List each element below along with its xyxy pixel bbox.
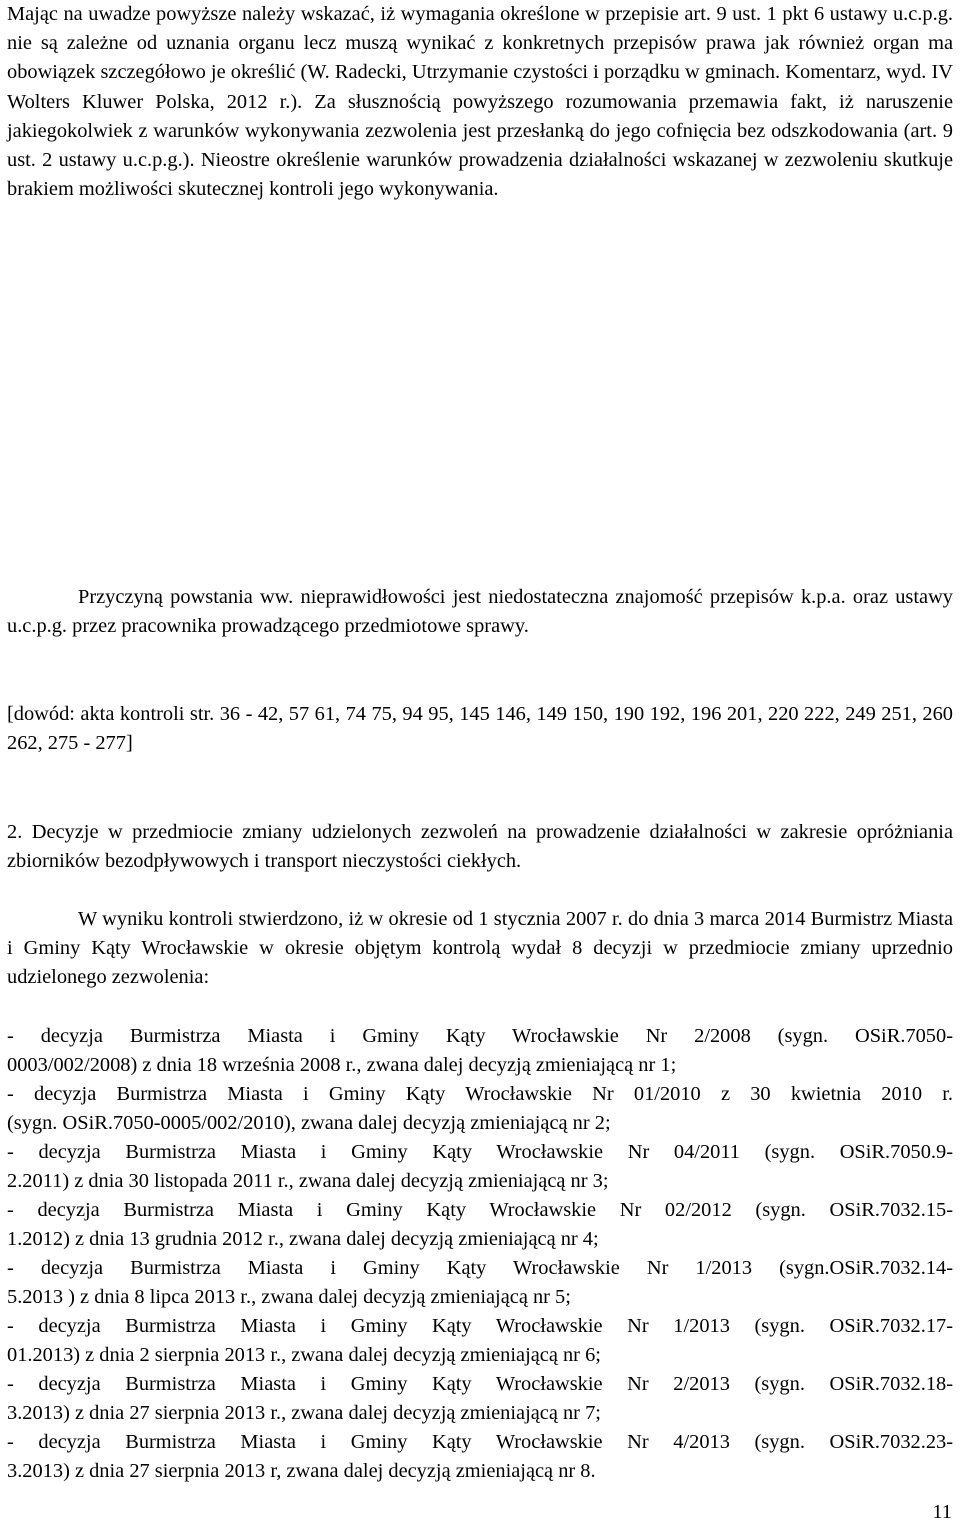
decision-line: - decyzja Burmistrza Miasta i Gminy Kąty Wrocławskie Nr 01/2010 z 30 kwietnia 2010 r. (7, 1083, 953, 1105)
decision-line: 01.2013) z dnia 2 sierpnia 2013 r., zwana dalej decyzją zmieniającą nr 6; (7, 1344, 601, 1366)
decision-line: - decyzja Burmistrza Miasta i Gminy Kąty Wrocławskie Nr 4/2013 (sygn. OSiR.7032.23- (7, 1431, 953, 1453)
decision-line: 1.2012) z dnia 13 grudnia 2012 r., zwana dalej decyzją zmieniającą nr 4; (7, 1228, 599, 1250)
decision-line: - decyzja Burmistrza Miasta i Gminy Kąty Wrocławskie Nr 1/2013 (sygn.OSiR.7032.14- (7, 1257, 953, 1279)
page-number: 11 (932, 1501, 952, 1523)
decision-line: - decyzja Burmistrza Miasta i Gminy Kąty Wrocławskie Nr 1/2013 (sygn. OSiR.7032.17- (7, 1315, 953, 1337)
section-heading-2: 2. Decyzje w przedmiocie zmiany udzielonych zezwoleń na prowadzenie działalności w zakresie opróżniania zbiorników bezodpływowych i transport nieczystości ciekłych. (7, 821, 953, 873)
paragraph-legal-analysis: Mając na uwadze powyższe należy wskazać, iż wymagania określone w przepisie art. 9 ust. 1 pkt 6 ustawy u.c.p.g. nie są zależne od uznania organu lecz muszą wynikać z konkretnych przepisów prawa jak również organ ma obowiązek szczegółowo je określić (W. Radecki, Utrzymanie czystości i porządku w gminach. Komentarz, wyd. IV Wolters Kluwer Polska, 2012 r.). Za słusznością powyższego rozumowania przemawia fakt, iż naruszenie jakiegokolwiek z warunków wykonywania zezwolenia jest przesłanką do jego cofnięcia bez odszkodowania (art. 9 ust. 2 ustawy u.c.p.g.). Nieostre określenie warunków prowadzenia działalności wskazanej w zezwoleniu skutkuje brakiem możliwości skutecznej kontroli jego wykonywania. (7, 3, 953, 201)
decision-line: - decyzja Burmistrza Miasta i Gminy Kąty Wrocławskie Nr 2/2013 (sygn. OSiR.7032.18- (7, 1373, 953, 1395)
decision-line: 2.2011) z dnia 30 listopada 2011 r., zwana dalej decyzją zmieniającą nr 3; (7, 1170, 609, 1192)
decision-line: - decyzja Burmistrza Miasta i Gminy Kąty Wrocławskie Nr 2/2008 (sygn. OSiR.7050- (7, 1025, 953, 1047)
decision-line: 0003/002/2008) z dnia 18 września 2008 r., zwana dalej decyzją zmieniającą nr 1; (7, 1054, 677, 1076)
paragraph-evidence: [dowód: akta kontroli str. 36 - 42, 57 61, 74 75, 94 95, 145 146, 149 150, 190 192, 196 201, 220 222, 249 251, 260 262, 275 - 277] (7, 703, 953, 755)
decision-line: - decyzja Burmistrza Miasta i Gminy Kąty Wrocławskie Nr 04/2011 (sygn. OSiR.7050.9- (7, 1141, 953, 1163)
decision-line: (sygn. OSiR.7050-0005/002/2010), zwana dalej decyzją zmieniającą nr 2; (7, 1112, 611, 1134)
decision-line: 3.2013) z dnia 27 sierpnia 2013 r, zwana dalej decyzją zmieniającą nr 8. (7, 1460, 596, 1482)
paragraph-findings: W wyniku kontroli stwierdzono, iż w okresie od 1 stycznia 2007 r. do dnia 3 marca 2014 Burmistrz Miasta i Gminy Kąty Wrocławskie w okresie objętym kontrolą wydał 8 decyzji w przedmiocie zmiany uprzednio udzielonego zezwolenia: (7, 908, 953, 989)
paragraph-cause: Przyczyną powstania ww. nieprawidłowości jest niedostateczna znajomość przepisów k.p.a. oraz ustawy u.c.p.g. przez pracownika prowadzącego przedmiotowe sprawy. (7, 586, 953, 638)
decision-line: 5.2013 ) z dnia 8 lipca 2013 r., zwana dalej decyzją zmieniającą nr 5; (7, 1286, 571, 1308)
decision-line: - decyzja Burmistrza Miasta i Gminy Kąty Wrocławskie Nr 02/2012 (sygn. OSiR.7032.15- (7, 1199, 953, 1221)
decision-line: 3.2013) z dnia 27 sierpnia 2013 r., zwana dalej decyzją zmieniającą nr 7; (7, 1402, 601, 1424)
